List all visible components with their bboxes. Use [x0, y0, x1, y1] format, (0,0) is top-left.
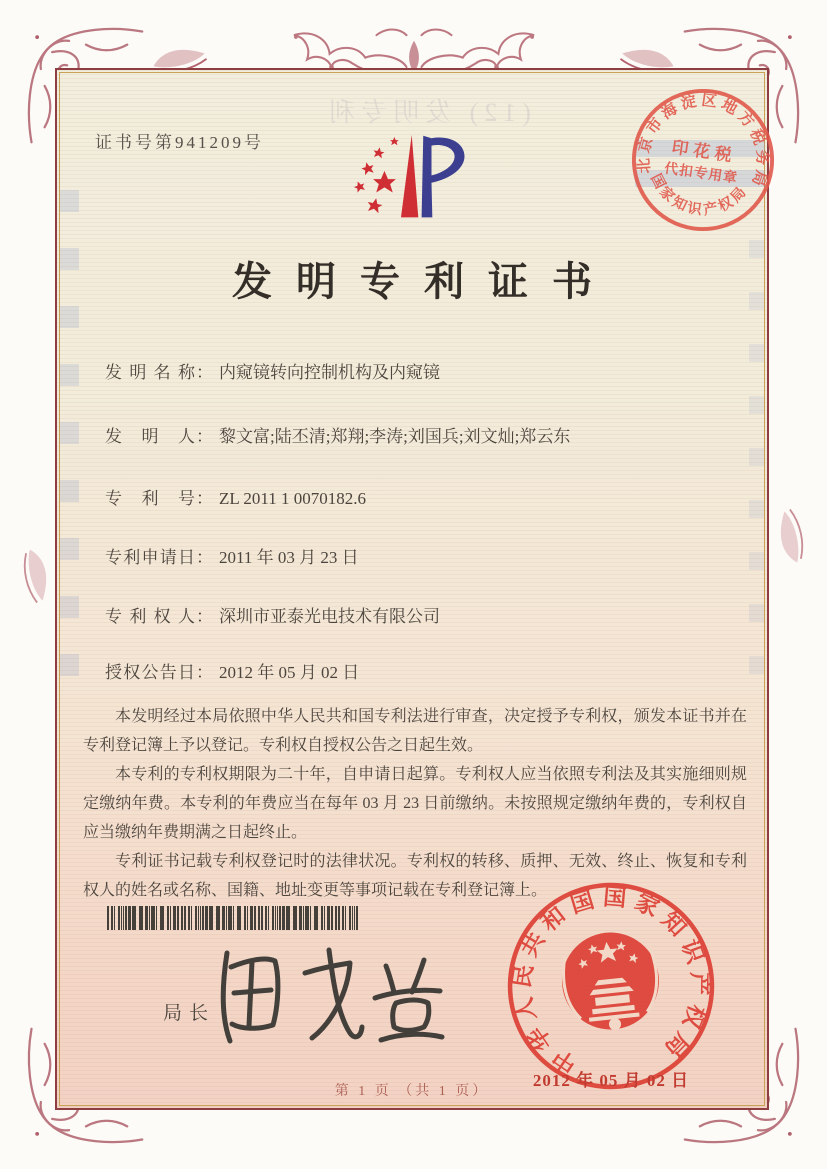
- director-title-label: 局长: [163, 1003, 216, 1024]
- field-value: 深圳市亚泰光电技术有限公司: [219, 607, 440, 626]
- field-invention-name: [105, 358, 440, 383]
- seal-date: 2012 年 05 月 02 日: [532, 1071, 690, 1090]
- director-signature: [209, 936, 489, 1058]
- page-number-footer: 第 1 页 （共 1 页）: [334, 1084, 490, 1099]
- field-colon: ：: [196, 663, 213, 682]
- field-label: 授权公告日: [105, 663, 195, 682]
- field-patent-number: [105, 484, 366, 509]
- field-value: 2011 年 03 月 23 日: [219, 548, 359, 567]
- field-inventors: [105, 422, 570, 447]
- field-value: ZL 2011 1 0070182.6: [219, 489, 367, 508]
- certificate-title: 发明专利证书: [232, 259, 616, 304]
- edge-curl-ornament: [773, 504, 805, 568]
- edge-curl-ornament: [22, 544, 54, 608]
- field-label: 发明人: [105, 427, 195, 446]
- field-colon: ：: [196, 489, 213, 508]
- tax-stamp-line1: 印花税: [670, 137, 738, 166]
- back-page-bleed-strip: [749, 240, 764, 700]
- field-label: 专利权人: [105, 607, 195, 626]
- legal-paragraph: 本专利的专利权期限为二十年，自申请日起算。专利权人应当依照专利法及其实施细则规定缴纳年费。本专利的年费应当在每年 03 月 23 日前缴纳。未按照规定缴纳年费的，专利权自应当缴纳年费期满之日起终止。: [83, 766, 747, 841]
- sipo-logo-icon: [349, 120, 481, 234]
- field-colon: ：: [196, 363, 213, 382]
- certificate-number: 证书号第941209号: [95, 133, 264, 152]
- field-patentee: [105, 602, 440, 627]
- field-label: 发明名称: [105, 363, 195, 382]
- field-value: 黎文富;陆丕清;郑翔;李涛;刘国兵;刘文灿;郑云东: [219, 427, 571, 446]
- legal-paragraph: 本发明经过本局依照中华人民共和国专利法进行审查，决定授予专利权，颁发本证书并在专利登记簿上予以登记。专利权自授权公告之日起生效。: [83, 708, 747, 754]
- tax-stamp-seal: [619, 76, 786, 243]
- field-colon: ：: [196, 548, 213, 567]
- legal-paragraph: 专利证书记载专利权登记时的法律状况。专利权的转移、质押、无效、终止、恢复和专利权人的姓名或名称、国籍、地址变更等事项记载在专利登记簿上。: [83, 853, 747, 899]
- tax-stamp-line2: 代扣专用章: [663, 160, 739, 186]
- field-colon: ：: [196, 607, 213, 626]
- official-seal-ring-text: 中华人民共和国国家知识产权局: [509, 884, 712, 1078]
- field-grant-date: [105, 658, 359, 683]
- field-value: 2012 年 05 月 02 日: [219, 663, 360, 682]
- field-label: 专利号: [105, 489, 195, 508]
- tax-stamp-arc-top: 北京市海淀区地方税务局: [635, 91, 771, 192]
- certificate-sheet: [55, 68, 769, 1110]
- national-emblem-icon: [557, 928, 664, 1036]
- barcode: [107, 906, 359, 930]
- back-page-bleed-text: (12) 发明专利: [323, 98, 531, 127]
- field-colon: ：: [196, 427, 213, 446]
- tax-stamp-arc-bottom: 国家知识产权局: [647, 171, 752, 219]
- field-filing-date: [105, 543, 359, 568]
- field-label: 专利申请日: [105, 548, 195, 567]
- field-value: 内窥镜转向控制机构及内窥镜: [219, 363, 440, 382]
